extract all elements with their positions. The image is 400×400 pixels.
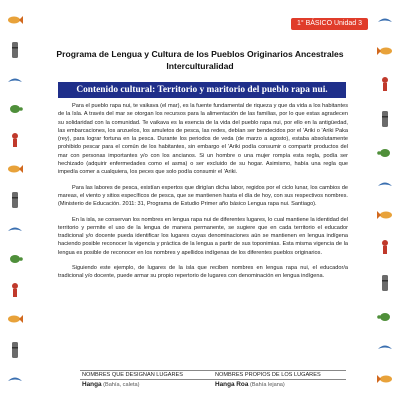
tangata-manu-icon: [8, 282, 22, 298]
turtle-icon: [377, 310, 393, 324]
body-text: [58, 102, 348, 288]
table-header: [80, 370, 346, 380]
place-names-table: [80, 370, 346, 390]
place-term-gloss: (Bahía, caleta): [103, 382, 140, 388]
moai-icon: [379, 110, 391, 128]
left-decorative-border: [0, 0, 30, 400]
moai-icon: [9, 41, 21, 59]
section-banner: Contenido cultural: Territorio y maritorio del pueblo rapa nui.: [58, 82, 346, 98]
bird-icon: [7, 75, 23, 87]
page-title-line-2: Interculturalidad: [166, 61, 234, 71]
right-decorative-border: [370, 0, 400, 400]
turtle-icon: [7, 252, 23, 266]
fish-icon: [7, 163, 23, 175]
place-name-gloss: (Bahía lejana): [249, 382, 285, 388]
place-name: Hanga Roa: [215, 381, 249, 388]
page-title-line-1: Programa de Lengua y Cultura de los Pueblos Originarios Ancestrales: [56, 49, 344, 59]
table-cell: [213, 380, 346, 390]
paragraph: Siguiendo este ejemplo, de lugares de la isla que reciben nombres en lengua rapa nui, el educador/a tradicional y/o docente, puede armar su propio repertorio de lugares con denominación en lengua indígena.: [58, 265, 348, 280]
column-header: NOMBRES QUE DESIGNAN LUGARES: [82, 372, 184, 378]
grade-unit-badge: 1° BÁSICO Unidad 3: [291, 18, 368, 30]
bird-icon: [7, 224, 23, 236]
tangata-manu-icon: [8, 132, 22, 148]
bird-icon: [377, 15, 393, 27]
column-header: NOMBRES PROPIOS DE LOS LUGARES: [215, 372, 321, 378]
tangata-manu-icon: [378, 76, 392, 92]
table-row: [80, 380, 346, 390]
moai-icon: [9, 191, 21, 209]
paragraph: Para el pueblo rapa nui, te vaikava (el mar), es la fuente fundamental de riqueza y que da vida a los habitantes de la Isla. A través del mar se otorgan los recursos para la alimentación de las familias, por lo que estas agradecen su solidaridad con la comunidad. Te vaikava es la esencia de la vida del pueblo rapa nui, por ello en la antigüedad, las embarcaciones, los anzuelos, los amuletos de pesca, las redes, debían ser bendecidos por el 'Ariki o 'Ariki Paka (rey), para lograr fortuna en la pesca. Durante los periodos de veda (de marzo a agosto), estaba absolutamente prohibido pescar para el común de los habitantes, sin embargo el 'Ariki podía consumir o compartir productos del mar con personas importantes y/o con los ancianos. Si un hombre o una mujer rompía esta regla, podía ser hechizado (adquirir enfermedades como el asma) o ser excluido de su hogar. Asimismo, había una regla que impedía comer a cualquiera, los peces que solo podía consumir el 'Ariki.: [58, 103, 348, 176]
moai-icon: [9, 341, 21, 359]
turtle-icon: [377, 146, 393, 160]
bird-icon: [7, 374, 23, 386]
paragraph: Para las labores de pesca, existían expertos que dirigían dicha labor, regidos por el ciclo lunar, los cambios de mareas, el viento y sitios específicos de pesca, que se mantienen hasta el día de hoy, con sus respectivos nombres. (Ministerio de Educación. 2011: 31, Programa de Estudio Primer año básico Lengua rapa nui. Santiago).: [58, 184, 348, 208]
bird-icon: [377, 179, 393, 191]
place-term: Hanga: [82, 381, 102, 388]
moai-icon: [379, 274, 391, 292]
bird-icon: [377, 342, 393, 354]
turtle-icon: [7, 102, 23, 116]
fish-icon: [7, 14, 23, 26]
fish-icon: [7, 313, 23, 325]
fish-icon: [377, 209, 393, 221]
table-cell: [80, 380, 213, 390]
paragraph: En la isla, se conservan los nombres en lengua rapa nui de diferentes lugares, lo cual mantiene la identidad del territorio y permite el uso de la lengua de manera permanente, se sugiere que en cada territorio el educador tradicional y/o docente pueda identificar los lugares cuyas denominaciones aún se mantienen en lengua indígena haciendo posible reconocer la vigencia y práctica de la lengua a partir de sus toponimias. Esta misma vigencia de la lengua es posible de reconocer en los nombres y apellidos indígenas de los diferentes pueblos originarios.: [58, 216, 348, 256]
fish-icon: [377, 373, 393, 385]
tangata-manu-icon: [378, 239, 392, 255]
page-title: [34, 48, 366, 72]
fish-icon: [377, 45, 393, 57]
